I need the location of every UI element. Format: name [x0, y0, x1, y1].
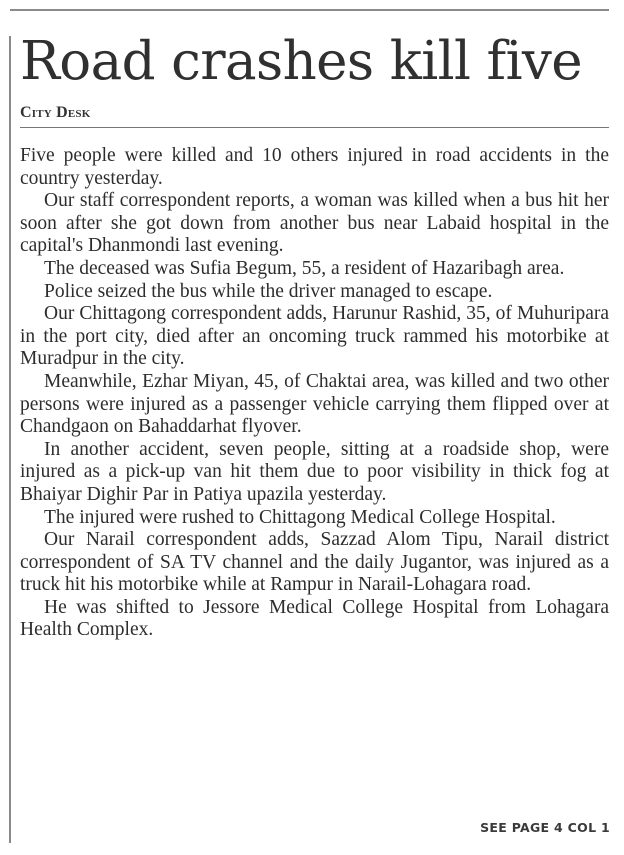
- article-paragraph: Our Narail correspondent adds, Sazzad Alom Tipu, Narail district correspondent of SA TV channel and the daily Jugantor, was injured as a truck hit his motorbike while at Rampur in Narail-Lohagara road.: [20, 529, 609, 596]
- article-paragraph: Five people were killed and 10 others injured in road accidents in the country yesterday.: [20, 145, 609, 189]
- article-paragraph: In another accident, seven people, sitting at a roadside shop, were injured as a pick-up van hit them due to poor visibility in thick fog at Bhaiyar Dighir Par in Patiya upazila yesterday.: [20, 438, 609, 505]
- article-paragraph: Our staff correspondent reports, a woman was killed when a bus hit her soon after she got down from another bus near Labaid hospital in the capital's Dhanmondi last evening.: [20, 190, 609, 257]
- article-paragraph: Meanwhile, Ezhar Miyan, 45, of Chaktai area, was killed and two other persons were injured as a passenger vehicle carrying them flipped over at Chandgaon on Bahaddarhat flyover.: [20, 370, 609, 438]
- top-rule: [10, 9, 609, 11]
- article-headline: Road crashes kill five: [20, 31, 583, 92]
- column-left-rule: [9, 36, 11, 843]
- article-paragraph: He was shifted to Jessore Medical College Hospital from Lohagara Health Complex.: [20, 596, 609, 641]
- article-byline: City Desk: [20, 104, 91, 121]
- article-paragraph: The deceased was Sufia Begum, 55, a resident of Hazaribagh area.: [44, 257, 565, 279]
- byline-rule: [20, 127, 609, 128]
- article-paragraph: Police seized the bus while the driver managed to escape.: [44, 280, 493, 302]
- article-paragraph: Our Chittagong correspondent adds, Harunur Rashid, 35, of Muhuripara in the port city, died after an oncoming truck rammed his motorbike at Muradpur in the city.: [20, 303, 609, 370]
- continuation-note: SEE PAGE 4 COL 1: [480, 820, 610, 835]
- article-body: [20, 145, 609, 642]
- article-paragraph: The injured were rushed to Chittagong Medical College Hospital.: [44, 506, 556, 528]
